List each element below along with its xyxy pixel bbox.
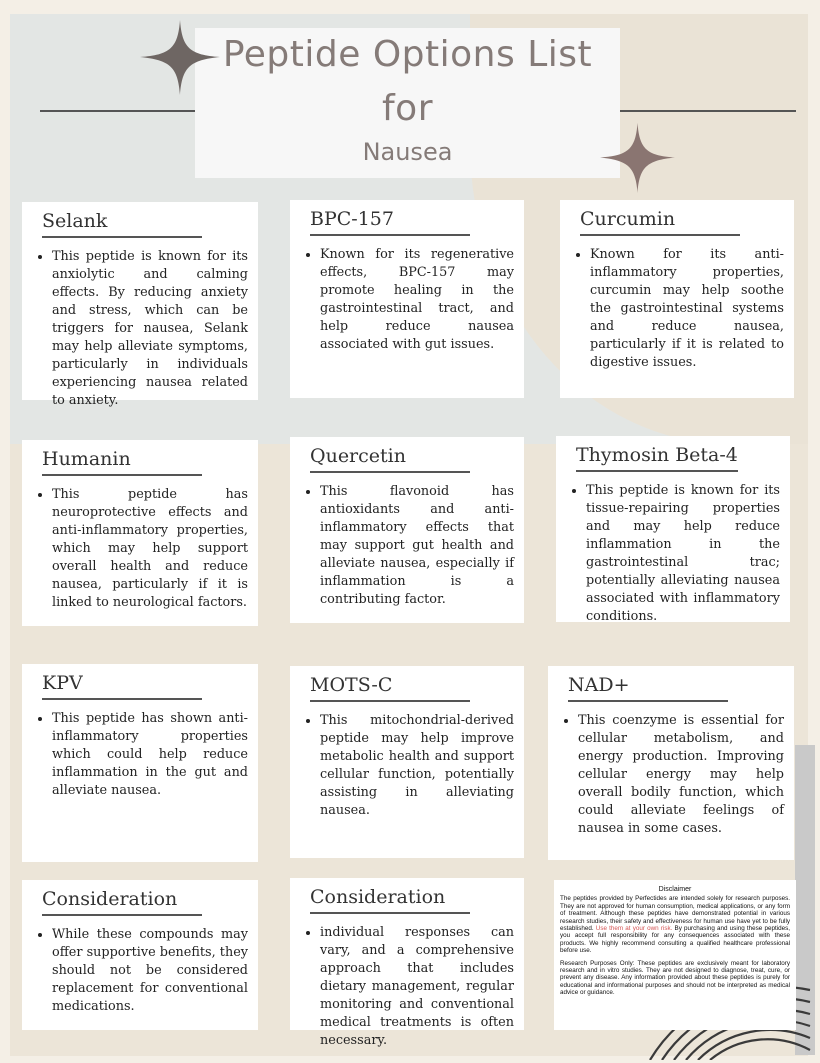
card-text: • This peptide has shown anti-inflammatory properties which could help reduce inflammation in the gut and alleviate nausea. xyxy=(52,710,248,800)
card-title: KPV xyxy=(42,672,202,700)
card-thymosin-beta-4 xyxy=(556,436,790,622)
disclaimer-paragraph-1 xyxy=(560,895,790,954)
card-title: Quercetin xyxy=(310,445,470,473)
card-title: Consideration xyxy=(310,886,470,914)
card-title: BPC-157 xyxy=(310,208,470,236)
card-quercetin xyxy=(290,437,524,623)
disclaimer-warning: Use them at your own risk. xyxy=(595,925,673,933)
disclaimer-text: By purchasing and using these peptides, you accept full responsibility for any consequences associated with these products. We highly recommend consulting a qualified healthcare professional before use. xyxy=(560,925,791,955)
card-curcumin xyxy=(560,200,794,398)
card-title: MOTS-C xyxy=(310,674,470,702)
card-text: • This flavonoid has antioxidants and anti-inflammatory effects that may support gut health and alleviate nausea, especially if inflammation is a contributing factor. xyxy=(320,483,514,609)
four-point-star-icon xyxy=(140,20,220,95)
card-nad-plus xyxy=(548,666,794,860)
card-text: • This mitochondrial-derived peptide may help improve metabolic health and support cellular function, potentially assisting in alleviating nausea. xyxy=(320,712,514,820)
card-text: • individual responses can vary, and a comprehensive approach that includes dietary management, regular monitoring and conventional medical treatments is often necessary. xyxy=(320,924,514,1050)
card-consideration-2 xyxy=(290,878,524,1048)
card-text: • This coenzyme is essential for cellular metabolism, and energy production. Improving cellular energy may help overall bodily function, which could alleviate feelings of nausea in some cases. xyxy=(578,712,784,838)
title-box xyxy=(195,28,620,178)
card-mots-c xyxy=(290,666,524,858)
page-title-line1: Peptide Options List xyxy=(222,34,593,75)
page-subtitle: Nausea xyxy=(362,138,453,166)
card-kpv xyxy=(22,664,258,862)
four-point-star-icon xyxy=(600,122,675,194)
card-title: Consideration xyxy=(42,888,202,916)
card-text: • This peptide is known for its tissue-repairing properties and may help reduce inflammation in the gastrointestinal trac; potentially alleviating nausea associated with inflammatory conditions. xyxy=(586,482,780,626)
disclaimer-text: The peptides provided by Perfectides are intended solely for research purposes. They are not approved for human consumption, medical applications, or any form of treatment. Although these peptides have demonstrated potential in various research studies, their safety and effectiveness for human use have yet to be fully established. xyxy=(560,895,790,933)
disclaimer-paragraph-2: Research Purposes Only: These peptides are exclusively meant for laboratory research and in vitro studies. They are not designed to diagnose, treat, cure, or prevent any disease. Any information provided about these peptides is purely for educational and informational purposes and should not be interpreted as medical advice or guidance. xyxy=(560,959,790,997)
card-humanin xyxy=(22,440,258,626)
card-title: Thymosin Beta-4 xyxy=(576,444,738,472)
card-selank xyxy=(22,202,258,408)
card-title: Selank xyxy=(42,210,202,238)
card-title: Humanin xyxy=(42,448,202,476)
card-title: NAD+ xyxy=(568,674,728,702)
card-text: • This peptide is known for its anxiolytic and calming effects. By reducing anxiety and stress, which can be triggers for nausea, Selank may help alleviate symptoms, particularly in individuals experiencing nausea related to anxiety. xyxy=(52,248,248,410)
card-text: • Known for its anti-inflammatory properties, curcumin may help soothe the gastrointestinal systems and reduce nausea, particularly if it is related to digestive issues. xyxy=(590,246,784,372)
card-consideration-1 xyxy=(22,880,258,1030)
page-title-line2: for xyxy=(382,88,433,129)
disclaimer-title: Disclaimer xyxy=(658,886,692,893)
card-bpc-157 xyxy=(290,200,524,398)
card-text: • While these compounds may offer supportive benefits, they should not be considered replacement for conventional medications. xyxy=(52,926,248,1016)
disclaimer-box xyxy=(554,880,796,1030)
card-title: Curcumin xyxy=(580,208,740,236)
card-text: • Known for its regenerative effects, BPC-157 may promote healing in the gastrointestinal tract, and help reduce nausea associated with gut issues. xyxy=(320,246,514,354)
card-text: • This peptide has neuroprotective effects and anti-inflammatory properties, which may help support overall health and reduce nausea, particularly if it is linked to neurological factors. xyxy=(52,486,248,612)
